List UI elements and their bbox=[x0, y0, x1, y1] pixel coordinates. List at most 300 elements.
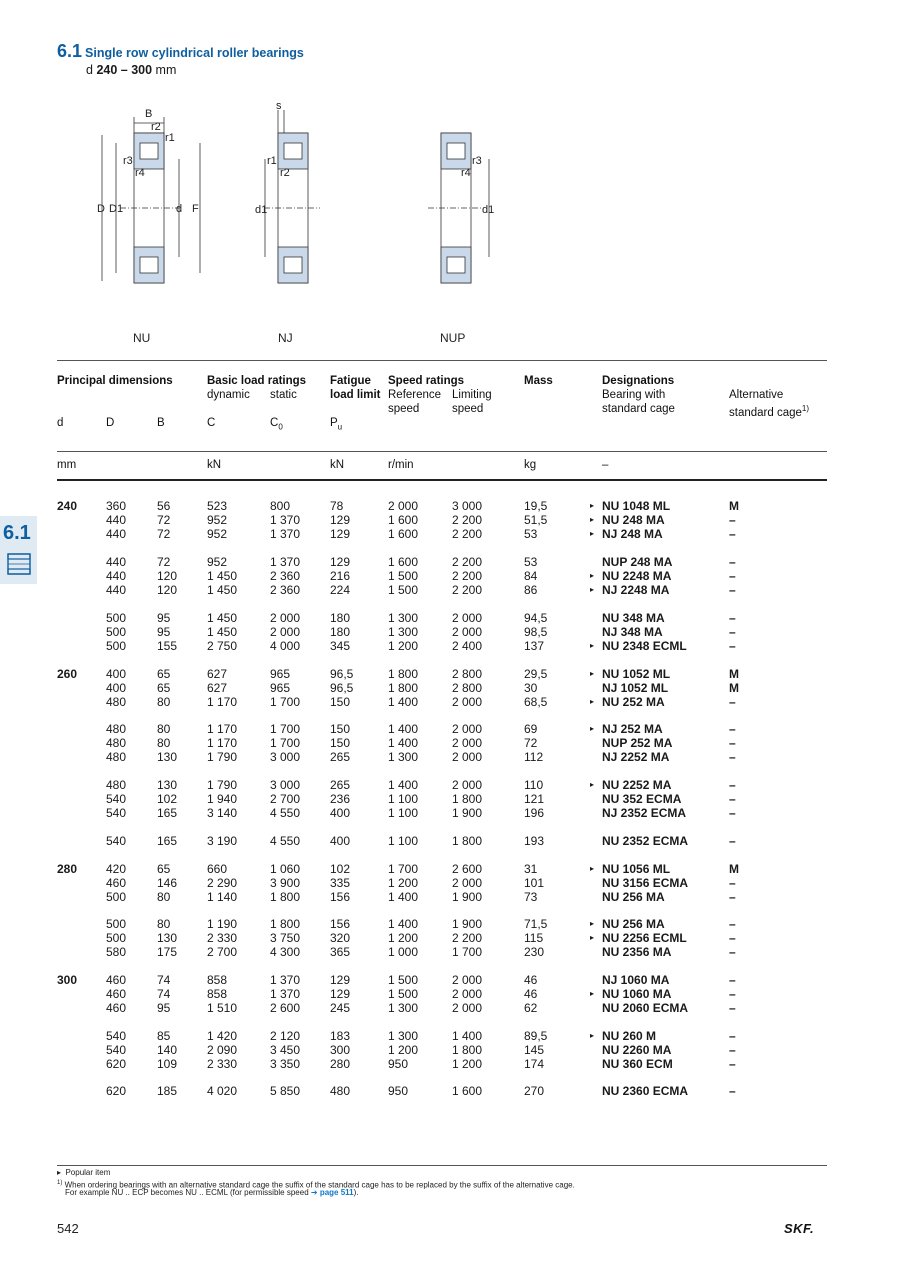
cell-pop: ▸ bbox=[590, 501, 595, 510]
section-title bbox=[57, 41, 304, 62]
cell-C0: 3 000 bbox=[270, 750, 301, 764]
cell-des: NJ 248 MA bbox=[602, 527, 663, 541]
page-number: 542 bbox=[57, 1221, 79, 1236]
cell-des: NJ 348 MA bbox=[602, 625, 663, 639]
cell-lim: 2 600 bbox=[452, 862, 483, 876]
cell-C0: 1 800 bbox=[270, 917, 301, 931]
table-row bbox=[0, 583, 900, 597]
cell-Pu: 180 bbox=[330, 611, 351, 625]
cell-Pu: 96,5 bbox=[330, 667, 354, 681]
cell-ref: 1 400 bbox=[388, 695, 419, 709]
header-ref1: Reference bbox=[388, 389, 442, 401]
cell-des: NU 260 M bbox=[602, 1029, 657, 1043]
cell-ref: 1 200 bbox=[388, 931, 419, 945]
cell-C0: 1 370 bbox=[270, 527, 301, 541]
caption-nup: NUP bbox=[440, 331, 466, 345]
cell-D: 540 bbox=[106, 1043, 127, 1057]
cell-pop: ▸ bbox=[590, 919, 595, 928]
cell-des: NU 360 ECM bbox=[602, 1057, 673, 1071]
footnote-popular: ▸ Popular item bbox=[57, 1168, 111, 1177]
cell-ref: 1 300 bbox=[388, 625, 419, 639]
cell-B: 146 bbox=[157, 876, 178, 890]
cell-D: 480 bbox=[106, 778, 127, 792]
cell-Pu: 129 bbox=[330, 527, 351, 541]
cell-lim: 3 000 bbox=[452, 499, 483, 513]
cell-D: 460 bbox=[106, 987, 127, 1001]
cell-C: 3 140 bbox=[207, 806, 238, 820]
cell-D: 400 bbox=[106, 667, 127, 681]
cell-D: 440 bbox=[106, 583, 127, 597]
cell-pop: ▸ bbox=[590, 697, 595, 706]
cell-C: 1 450 bbox=[207, 611, 238, 625]
cell-B: 80 bbox=[157, 917, 171, 931]
cell-pop: ▸ bbox=[590, 669, 595, 678]
table-row bbox=[0, 806, 900, 820]
cell-C: 523 bbox=[207, 499, 228, 513]
cell-ref: 1 400 bbox=[388, 917, 419, 931]
cell-lim: 2 000 bbox=[452, 736, 483, 750]
cell-lim: 1 900 bbox=[452, 917, 483, 931]
cell-C0: 965 bbox=[270, 667, 291, 681]
cell-d: 260 bbox=[57, 667, 78, 681]
cell-ref: 1 100 bbox=[388, 792, 419, 806]
cell-C0: 2 600 bbox=[270, 1001, 301, 1015]
cell-D: 480 bbox=[106, 750, 127, 764]
cell-mass: 73 bbox=[524, 890, 538, 904]
cell-C0: 2 000 bbox=[270, 625, 301, 639]
cell-C: 952 bbox=[207, 527, 228, 541]
cell-alt: – bbox=[729, 750, 736, 764]
cell-lim: 2 000 bbox=[452, 987, 483, 1001]
cell-lim: 1 200 bbox=[452, 1057, 483, 1071]
cell-mass: 31 bbox=[524, 862, 538, 876]
cell-C: 2 290 bbox=[207, 876, 238, 890]
cell-ref: 1 100 bbox=[388, 806, 419, 820]
cell-B: 185 bbox=[157, 1084, 178, 1098]
cell-ref: 1 400 bbox=[388, 736, 419, 750]
cell-alt: – bbox=[729, 876, 736, 890]
cell-des: NU 2256 ECML bbox=[602, 931, 687, 945]
cell-ref: 1 500 bbox=[388, 569, 419, 583]
table-row bbox=[0, 862, 900, 876]
cell-alt: – bbox=[729, 806, 736, 820]
cell-mass: 196 bbox=[524, 806, 545, 820]
cell-ref: 1 600 bbox=[388, 555, 419, 569]
table-row bbox=[0, 527, 900, 541]
cell-C0: 2 700 bbox=[270, 792, 301, 806]
cell-B: 120 bbox=[157, 569, 178, 583]
cell-des: NJ 2248 MA bbox=[602, 583, 670, 597]
cell-Pu: 300 bbox=[330, 1043, 351, 1057]
cell-B: 130 bbox=[157, 750, 178, 764]
cell-B: 95 bbox=[157, 625, 171, 639]
cell-Pu: 224 bbox=[330, 583, 351, 597]
cell-mass: 193 bbox=[524, 834, 545, 848]
table-row bbox=[0, 569, 900, 583]
cell-ref: 1 300 bbox=[388, 750, 419, 764]
cell-des: NJ 2252 MA bbox=[602, 750, 670, 764]
cell-C0: 1 700 bbox=[270, 722, 301, 736]
cell-mass: 110 bbox=[524, 778, 544, 792]
cell-Pu: 78 bbox=[330, 499, 344, 513]
cell-alt: – bbox=[729, 987, 736, 1001]
cell-ref: 950 bbox=[388, 1084, 409, 1098]
cell-mass: 137 bbox=[524, 639, 545, 653]
table-row bbox=[0, 1043, 900, 1057]
label-nup-r4: r4 bbox=[461, 167, 471, 179]
cell-pop: ▸ bbox=[590, 864, 595, 873]
cell-lim: 2 800 bbox=[452, 681, 483, 695]
cell-C: 952 bbox=[207, 513, 228, 527]
cell-C: 952 bbox=[207, 555, 228, 569]
cell-ref: 1 300 bbox=[388, 1001, 419, 1015]
cell-des: NU 1056 ML bbox=[602, 862, 671, 876]
cell-alt: – bbox=[729, 1001, 736, 1015]
cell-ref: 1 200 bbox=[388, 1043, 419, 1057]
cell-des: NU 2352 ECMA bbox=[602, 834, 689, 848]
cell-lim: 2 000 bbox=[452, 778, 483, 792]
cell-B: 140 bbox=[157, 1043, 178, 1057]
unit-kg: kg bbox=[524, 459, 537, 471]
cell-des: NUP 252 MA bbox=[602, 736, 673, 750]
cell-B: 72 bbox=[157, 513, 171, 527]
table-row bbox=[0, 778, 900, 792]
cell-des: NU 2360 ECMA bbox=[602, 1084, 689, 1098]
cell-alt: – bbox=[729, 639, 736, 653]
table-row bbox=[0, 555, 900, 569]
cell-C0: 3 000 bbox=[270, 778, 301, 792]
cell-C0: 1 060 bbox=[270, 862, 301, 876]
cell-mass: 62 bbox=[524, 1001, 538, 1015]
cell-des: NU 3156 ECMA bbox=[602, 876, 689, 890]
cell-lim: 2 200 bbox=[452, 931, 483, 945]
cell-C: 1 790 bbox=[207, 778, 238, 792]
cell-Pu: 180 bbox=[330, 625, 351, 639]
cell-des: NU 1048 ML bbox=[602, 499, 671, 513]
nu-diagram bbox=[102, 117, 200, 283]
header-rule bbox=[57, 451, 827, 452]
cell-mass: 53 bbox=[524, 555, 538, 569]
cell-Pu: 400 bbox=[330, 834, 351, 848]
table-row bbox=[0, 1057, 900, 1071]
header-dynamic: dynamic bbox=[207, 389, 250, 401]
label-r4: r4 bbox=[135, 167, 145, 179]
label-D1: D1 bbox=[109, 203, 124, 215]
cell-lim: 2 200 bbox=[452, 555, 483, 569]
label-r2: r2 bbox=[151, 121, 161, 133]
cell-C: 1 450 bbox=[207, 625, 238, 639]
cell-C: 858 bbox=[207, 973, 228, 987]
cell-alt: – bbox=[729, 527, 736, 541]
cell-C: 2 090 bbox=[207, 1043, 238, 1057]
table-row bbox=[0, 973, 900, 987]
cell-des: NU 2248 MA bbox=[602, 569, 672, 583]
cell-D: 500 bbox=[106, 917, 127, 931]
cell-lim: 2 000 bbox=[452, 695, 483, 709]
cell-B: 65 bbox=[157, 681, 171, 695]
cell-B: 120 bbox=[157, 583, 178, 597]
cell-alt: – bbox=[729, 1084, 736, 1098]
cell-C: 858 bbox=[207, 987, 228, 1001]
sym-D: D bbox=[106, 417, 115, 429]
cell-D: 500 bbox=[106, 639, 127, 653]
cell-Pu: 265 bbox=[330, 750, 351, 764]
cell-Pu: 400 bbox=[330, 806, 351, 820]
cell-D: 500 bbox=[106, 931, 127, 945]
table-row bbox=[0, 931, 900, 945]
page-511-link[interactable]: page 511 bbox=[319, 1188, 354, 1197]
header-bearing1: Bearing with bbox=[602, 389, 666, 401]
cell-alt: – bbox=[729, 1029, 736, 1043]
cell-C0: 800 bbox=[270, 499, 291, 513]
header-bearing2: standard cage bbox=[602, 403, 675, 415]
cell-ref: 1 100 bbox=[388, 834, 419, 848]
cell-ref: 1 500 bbox=[388, 987, 419, 1001]
subtitle-range: 240 – 300 bbox=[96, 63, 153, 77]
table-row bbox=[0, 917, 900, 931]
cell-D: 540 bbox=[106, 792, 127, 806]
cell-alt: M bbox=[729, 499, 739, 513]
cell-D: 440 bbox=[106, 513, 127, 527]
cell-des: NU 248 MA bbox=[602, 513, 665, 527]
cell-mass: 84 bbox=[524, 569, 538, 583]
cell-alt: – bbox=[729, 611, 736, 625]
cell-mass: 86 bbox=[524, 583, 538, 597]
cell-C0: 1 800 bbox=[270, 890, 301, 904]
cell-mass: 53 bbox=[524, 527, 538, 541]
cell-C0: 1 370 bbox=[270, 513, 301, 527]
cell-B: 72 bbox=[157, 555, 171, 569]
cell-mass: 46 bbox=[524, 973, 538, 987]
cell-d: 240 bbox=[57, 499, 78, 513]
cell-lim: 1 900 bbox=[452, 806, 483, 820]
cell-mass: 68,5 bbox=[524, 695, 548, 709]
cell-B: 72 bbox=[157, 527, 171, 541]
cell-ref: 1 200 bbox=[388, 639, 419, 653]
cell-Pu: 102 bbox=[330, 862, 351, 876]
cell-D: 480 bbox=[106, 736, 127, 750]
cell-alt: – bbox=[729, 625, 736, 639]
header-designations: Designations bbox=[602, 375, 675, 387]
cell-B: 155 bbox=[157, 639, 178, 653]
side-tab-number: 6.1 bbox=[3, 522, 31, 544]
cell-mass: 69 bbox=[524, 722, 538, 736]
cell-B: 65 bbox=[157, 862, 171, 876]
skf-logo: SKF. bbox=[784, 1221, 815, 1236]
cell-lim: 1 900 bbox=[452, 890, 483, 904]
header-speed: Speed ratings bbox=[388, 375, 465, 387]
cell-B: 109 bbox=[157, 1057, 178, 1071]
cell-Pu: 129 bbox=[330, 555, 351, 569]
cell-alt: – bbox=[729, 973, 736, 987]
footnote-1: $^{1)}$ When ordering bearings with an alternative standard cage the suffix of the standard cage has to be replaced by the suffix of the alternative cage. bbox=[57, 1180, 575, 1190]
cell-pop: ▸ bbox=[590, 724, 595, 733]
cell-lim: 2 000 bbox=[452, 611, 483, 625]
cell-mass: 270 bbox=[524, 1084, 545, 1098]
cell-ref: 1 400 bbox=[388, 778, 419, 792]
subtitle-unit: mm bbox=[155, 63, 177, 77]
cell-B: 130 bbox=[157, 778, 178, 792]
cell-alt: – bbox=[729, 722, 736, 736]
cell-pop: ▸ bbox=[590, 933, 595, 942]
cell-ref: 1 300 bbox=[388, 1029, 419, 1043]
cell-ref: 1 500 bbox=[388, 583, 419, 597]
cell-Pu: 129 bbox=[330, 513, 351, 527]
cell-d: 280 bbox=[57, 862, 78, 876]
cell-C0: 3 450 bbox=[270, 1043, 301, 1057]
cell-pop: ▸ bbox=[590, 989, 595, 998]
cell-des: NU 2060 ECMA bbox=[602, 1001, 689, 1015]
cell-alt: M bbox=[729, 862, 739, 876]
sym-C: C bbox=[207, 417, 216, 429]
cell-B: 165 bbox=[157, 806, 178, 820]
cell-des: NU 1060 MA bbox=[602, 987, 672, 1001]
cell-C0: 4 550 bbox=[270, 806, 301, 820]
label-nup-r3: r3 bbox=[472, 155, 482, 167]
unit-kN: kN bbox=[207, 459, 222, 471]
cell-C: 1 170 bbox=[207, 736, 238, 750]
cell-B: 85 bbox=[157, 1029, 171, 1043]
cell-C0: 1 370 bbox=[270, 987, 301, 1001]
cell-alt: – bbox=[729, 513, 736, 527]
cell-mass: 72 bbox=[524, 736, 538, 750]
table-row bbox=[0, 1029, 900, 1043]
cell-ref: 1 000 bbox=[388, 945, 419, 959]
cell-pop: ▸ bbox=[590, 529, 595, 538]
footnote-rule bbox=[57, 1165, 827, 1166]
header-load-limit: load limit bbox=[330, 389, 381, 401]
nj-diagram bbox=[264, 110, 320, 283]
cell-lim: 2 000 bbox=[452, 973, 483, 987]
cell-des: NJ 1060 MA bbox=[602, 973, 670, 987]
cell-d: 300 bbox=[57, 973, 78, 987]
cell-D: 580 bbox=[106, 945, 127, 959]
cell-mass: 98,5 bbox=[524, 625, 548, 639]
cell-Pu: 265 bbox=[330, 778, 351, 792]
units-rule bbox=[57, 479, 827, 481]
cell-D: 420 bbox=[106, 862, 127, 876]
cell-D: 480 bbox=[106, 722, 127, 736]
cell-des: NU 256 MA bbox=[602, 890, 665, 904]
table-row bbox=[0, 695, 900, 709]
cell-C: 2 330 bbox=[207, 1057, 238, 1071]
label-nup-d1: d1 bbox=[482, 204, 495, 216]
cell-D: 440 bbox=[106, 569, 127, 583]
cell-C: 1 510 bbox=[207, 1001, 238, 1015]
cell-B: 80 bbox=[157, 736, 171, 750]
header-lim1: Limiting bbox=[452, 389, 492, 401]
cell-alt: M bbox=[729, 681, 739, 695]
cell-pop: ▸ bbox=[590, 571, 595, 580]
cell-D: 460 bbox=[106, 1001, 127, 1015]
header-static: static bbox=[270, 389, 297, 401]
cell-C0: 1 700 bbox=[270, 695, 301, 709]
unit-dash: – bbox=[602, 459, 609, 471]
cell-alt: – bbox=[729, 1057, 736, 1071]
cell-C0: 4 300 bbox=[270, 945, 301, 959]
table-row bbox=[0, 890, 900, 904]
cell-Pu: 156 bbox=[330, 890, 351, 904]
cell-C0: 965 bbox=[270, 681, 291, 695]
cell-C: 2 700 bbox=[207, 945, 238, 959]
cell-Pu: 245 bbox=[330, 1001, 351, 1015]
cell-B: 65 bbox=[157, 667, 171, 681]
table-row bbox=[0, 667, 900, 681]
footnote-1-example: For example NU .. ECP becomes NU .. ECML (for permissible speed ➔ page 511). bbox=[65, 1188, 359, 1197]
cell-Pu: 236 bbox=[330, 792, 351, 806]
header-mass: Mass bbox=[524, 375, 553, 387]
cell-pop: ▸ bbox=[590, 515, 595, 524]
cell-mass: 112 bbox=[524, 750, 544, 764]
cell-D: 460 bbox=[106, 876, 127, 890]
cell-C0: 2 000 bbox=[270, 611, 301, 625]
cell-Pu: 156 bbox=[330, 917, 351, 931]
cell-des: NJ 2352 ECMA bbox=[602, 806, 687, 820]
table-row bbox=[0, 834, 900, 848]
cell-des: NU 2348 ECML bbox=[602, 639, 687, 653]
label-nj-d1: d1 bbox=[255, 204, 268, 216]
cell-D: 400 bbox=[106, 681, 127, 695]
cell-mass: 51,5 bbox=[524, 513, 548, 527]
cell-Pu: 335 bbox=[330, 876, 351, 890]
header-lim2: speed bbox=[452, 403, 484, 415]
cell-des: NU 256 MA bbox=[602, 917, 665, 931]
cell-ref: 1 300 bbox=[388, 611, 419, 625]
cell-pop: ▸ bbox=[590, 1031, 595, 1040]
cell-C: 660 bbox=[207, 862, 228, 876]
cell-C: 4 020 bbox=[207, 1084, 238, 1098]
cell-D: 480 bbox=[106, 695, 127, 709]
cell-lim: 2 200 bbox=[452, 583, 483, 597]
cell-des: NU 2252 MA bbox=[602, 778, 672, 792]
cell-Pu: 183 bbox=[330, 1029, 351, 1043]
cell-mass: 89,5 bbox=[524, 1029, 548, 1043]
section-number: 6.1 bbox=[57, 41, 83, 61]
cell-B: 95 bbox=[157, 1001, 171, 1015]
table-row bbox=[0, 736, 900, 750]
cell-C0: 2 360 bbox=[270, 569, 301, 583]
cell-lim: 1 800 bbox=[452, 1043, 483, 1057]
cell-C0: 4 000 bbox=[270, 639, 301, 653]
cell-lim: 1 600 bbox=[452, 1084, 483, 1098]
cell-des: NU 352 ECMA bbox=[602, 792, 682, 806]
cell-alt: – bbox=[729, 1043, 736, 1057]
cell-lim: 2 000 bbox=[452, 1001, 483, 1015]
cell-mass: 101 bbox=[524, 876, 545, 890]
cell-des: NUP 248 MA bbox=[602, 555, 673, 569]
cell-mass: 174 bbox=[524, 1057, 545, 1071]
cell-pop: ▸ bbox=[590, 585, 595, 594]
table-row bbox=[0, 681, 900, 695]
cell-B: 165 bbox=[157, 834, 178, 848]
cell-C0: 5 850 bbox=[270, 1084, 301, 1098]
cell-C: 1 190 bbox=[207, 917, 238, 931]
cell-C: 1 450 bbox=[207, 583, 238, 597]
cell-ref: 1 500 bbox=[388, 973, 419, 987]
cell-C: 1 420 bbox=[207, 1029, 238, 1043]
cell-lim: 2 000 bbox=[452, 750, 483, 764]
table-row bbox=[0, 722, 900, 736]
cell-lim: 2 000 bbox=[452, 625, 483, 639]
cell-lim: 2 200 bbox=[452, 527, 483, 541]
table-row bbox=[0, 513, 900, 527]
cell-ref: 2 000 bbox=[388, 499, 419, 513]
cell-C: 1 170 bbox=[207, 695, 238, 709]
cell-C: 3 190 bbox=[207, 834, 238, 848]
cell-D: 620 bbox=[106, 1084, 127, 1098]
table-row bbox=[0, 987, 900, 1001]
cell-D: 500 bbox=[106, 625, 127, 639]
